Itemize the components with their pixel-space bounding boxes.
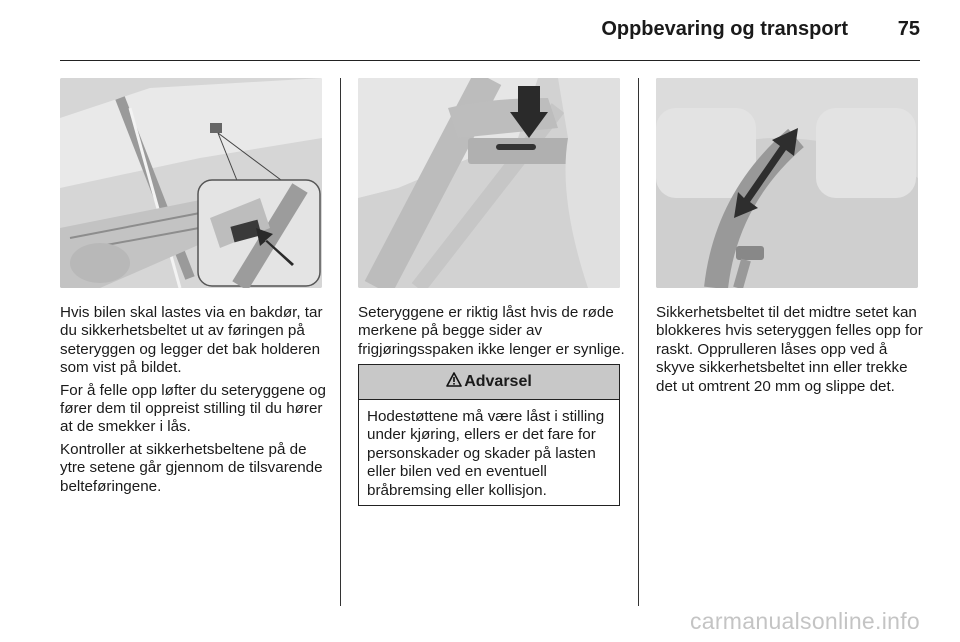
paragraph: For å felle opp løfter du seteryggene og fører dem til oppreist stilling til du hører at de smekker i lås. [60, 381, 326, 436]
column-1-text [60, 304, 326, 500]
column-divider-1 [340, 78, 341, 606]
figure-belt-retractor [656, 78, 918, 288]
figure-release-marks [358, 78, 620, 288]
paragraph: Seteryggene er riktig låst hvis de røde merkene på begge sider av frigjøringsspaken ikke lenger er synlige. [358, 304, 625, 358]
warning-text: Hodestøttene må være låst i stilling under kjøring, ellers er det fare for personskader og skader på lasten eller bilen ved en eventuell bråbremsing eller kollisjon. [367, 408, 605, 499]
column-2-text [358, 304, 626, 363]
paragraph: Sikkerhetsbeltet til det midtre setet kan blokkeres hvis seteryggen felles opp for raskt. Opprulleren låses opp ved å skyve sikkerhetsbeltet inn eller trekke det ut omtrent 20 mm og slippe det. [656, 304, 923, 395]
watermark: carmanualsonline.info [689, 608, 920, 634]
warning-box [358, 364, 620, 506]
page-number: 75 [897, 18, 920, 40]
figure-belt-guide [60, 78, 322, 288]
header-rule [60, 60, 920, 61]
warning-triangle-icon [446, 372, 462, 392]
column-3-text [656, 304, 924, 400]
paragraph: Kontroller at sikkerhetsbeltene på de ytre setene går gjennom de tilsvarende belteføringene. [60, 440, 323, 495]
warning-header [359, 365, 619, 400]
paragraph: Hvis bilen skal lastes via en bakdør, tar du sikkerhetsbeltet ut av føringen på seteryggen og legger det bak holderen som vist på bildet. [60, 304, 323, 377]
warning-title: Advarsel [464, 373, 532, 390]
column-divider-2 [638, 78, 639, 606]
section-title: Oppbevaring og transport [601, 18, 848, 40]
